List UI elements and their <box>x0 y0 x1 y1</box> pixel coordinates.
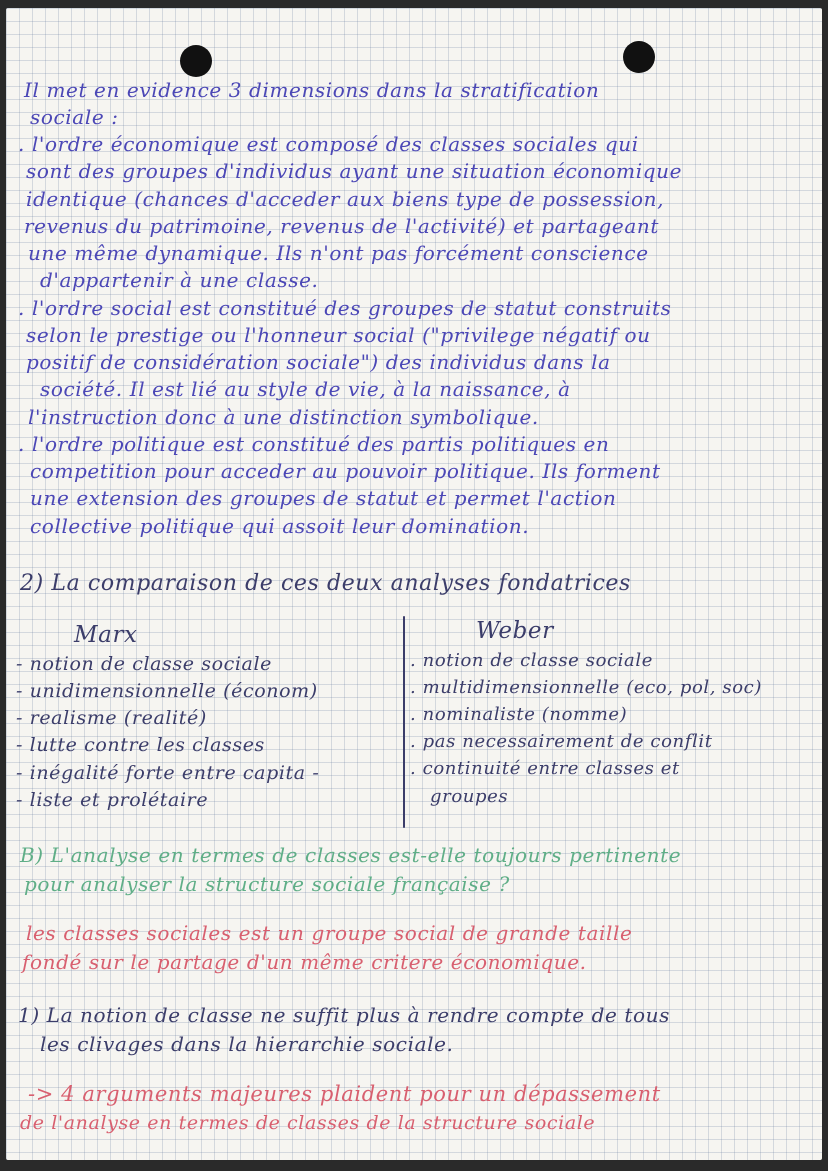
weber-item-1: . notion de classe sociale <box>410 650 653 671</box>
intro-line-12: société. Il est lié au style de vie, à la naissance, à <box>40 377 571 401</box>
weber-item-5: . continuité entre classes et <box>410 758 680 779</box>
intro-line-13: l'instruction donc à une distinction symbolique. <box>28 405 539 429</box>
weber-item-3: . nominaliste (nomme) <box>410 704 628 725</box>
marx-item-4: - lutte contre les classes <box>16 734 265 756</box>
intro-line-17: collective politique qui assoit leur domination. <box>30 514 530 538</box>
intro-line-7: une même dynamique. Ils n'ont pas forcément conscience <box>28 241 649 265</box>
intro-line-9: . l'ordre social est constitué des groupes de statut construits <box>18 296 672 320</box>
section-b-line-2: pour analyser la structure sociale française ? <box>24 872 510 896</box>
intro-line-6: revenus du patrimoine, revenus de l'activité) et partageant <box>24 214 659 238</box>
marx-item-5: - inégalité forte entre capita - <box>16 762 320 784</box>
weber-item-4: . pas necessairement de conflit <box>410 731 713 752</box>
marx-title: Marx <box>74 622 138 648</box>
intro-line-3: . l'ordre économique est composé des classes sociales qui <box>18 132 639 156</box>
notebook-page <box>6 8 822 1160</box>
intro-line-15: competition pour acceder au pouvoir politique. Ils forment <box>30 459 661 483</box>
intro-line-10: selon le prestige ou l'honneur social ("privilege négatif ou <box>26 323 651 347</box>
marx-item-6: - liste et prolétaire <box>16 789 209 811</box>
intro-line-8: d'appartenir à une classe. <box>40 268 319 292</box>
intro-line-11: positif de considération sociale") des individus dans la <box>26 350 611 374</box>
marx-item-1: - notion de classe sociale <box>16 653 272 675</box>
weber-title: Weber <box>476 618 554 644</box>
weber-item-2: . multidimensionnelle (eco, pol, soc) <box>410 677 762 698</box>
binder-hole-right <box>623 41 655 73</box>
intro-line-14: . l'ordre politique est constitué des partis politiques en <box>18 432 610 456</box>
binder-hole-left <box>180 45 212 77</box>
weber-item-6: groupes <box>430 786 509 807</box>
intro-line-4: sont des groupes d'individus ayant une situation économique <box>26 159 683 183</box>
section-b-line-1: B) L'analyse en termes de classes est-elle toujours pertinente <box>20 843 682 867</box>
intro-line-1: Il met en evidence 3 dimensions dans la stratification <box>24 78 600 102</box>
marx-item-2: - unidimensionnelle (économ) <box>16 680 318 702</box>
arguments-line-1: -> 4 arguments majeures plaident pour un dépassement <box>28 1082 661 1106</box>
point1-line-1: 1) La notion de classe ne suffit plus à rendre compte de tous <box>18 1003 671 1027</box>
intro-line-5: identique (chances d'acceder aux biens type de possession, <box>26 187 665 211</box>
definition-line-2: fondé sur le partage d'un même critere économique. <box>22 950 587 974</box>
intro-line-16: une extension des groupes de statut et permet l'action <box>30 486 617 510</box>
intro-line-2: sociale : <box>30 105 119 129</box>
column-divider <box>403 616 405 828</box>
arguments-line-2: de l'analyse en termes de classes de la structure sociale <box>20 1112 596 1134</box>
comparison-heading: 2) La comparaison de ces deux analyses fondatrices <box>20 571 631 596</box>
definition-line-1: les classes sociales est un groupe social de grande taille <box>26 921 633 945</box>
point1-line-2: les clivages dans la hierarchie sociale. <box>40 1032 454 1056</box>
marx-item-3: - realisme (realité) <box>16 707 207 729</box>
